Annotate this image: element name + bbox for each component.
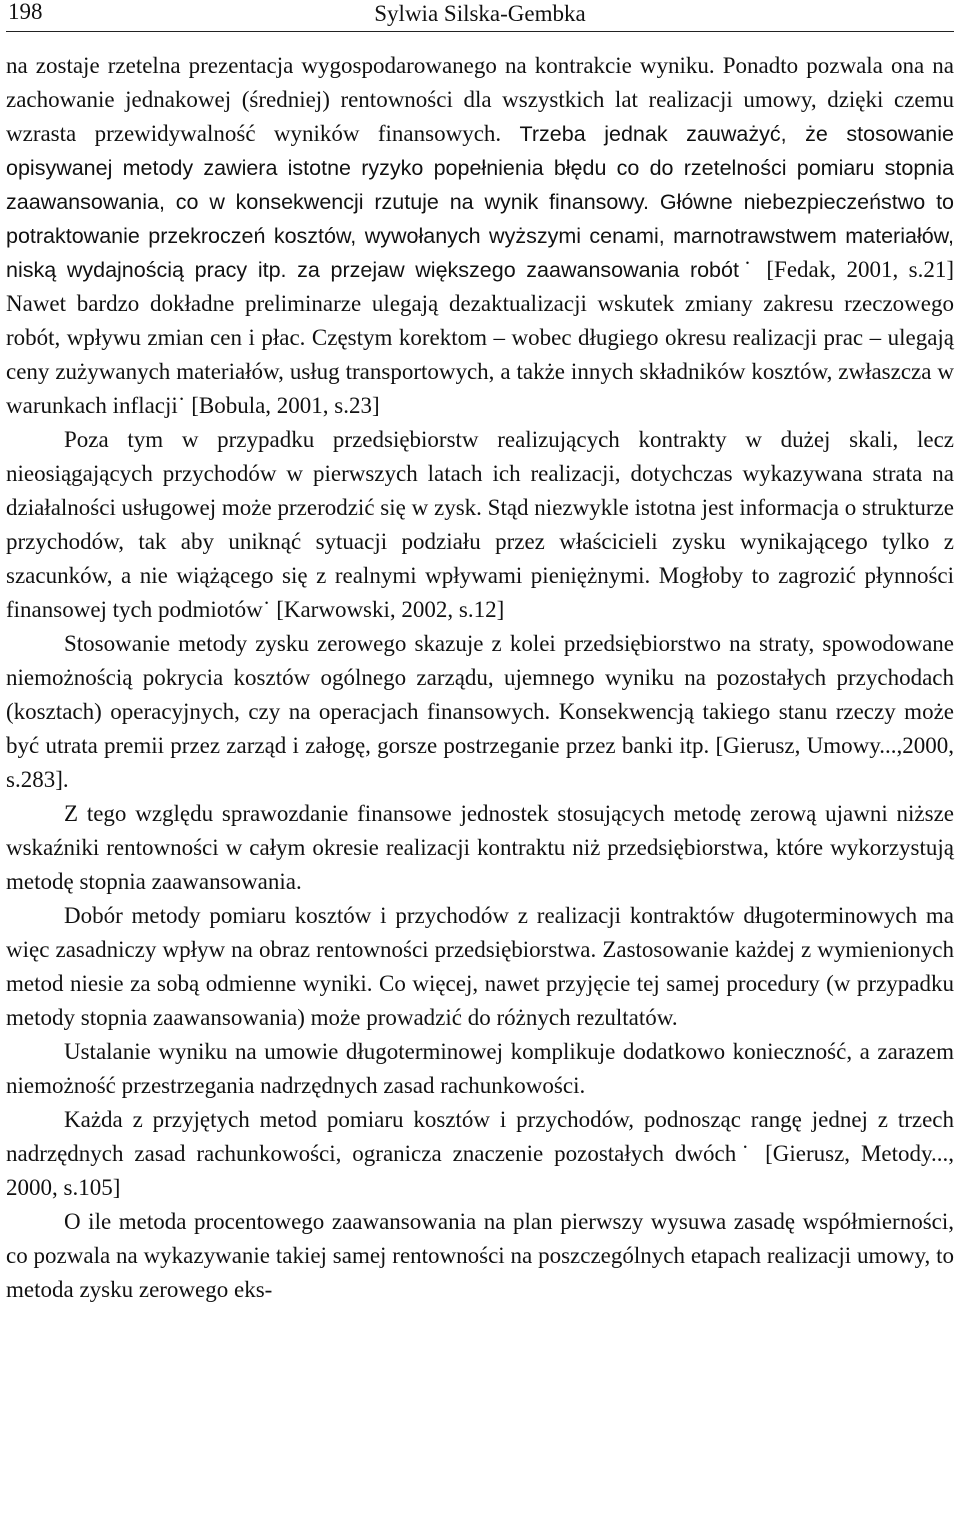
page-number: 198 [8,0,43,24]
text-run: Z tego względu sprawozdanie finansowe jednostek stosujących metodę zerową ujawni niższe wskaźniki rentowności w całym okresie realizacji kontraktu niż przedsiębiorstwa, które wykorzystują metodę stopnia zaawansowania. [6,801,954,894]
text-run: O ile metoda procentowego zaawansowania na plan pierwszy wysuwa zasadę współmierności, co pozwala na wykazywanie takiej samej rentowności na poszczególnych etapach realizacji umowy, to metoda zysku zerowego eks- [6,1209,954,1302]
text-run: Każda z przyjętych metod pomiaru kosztów i przychodów, podnosząc rangę jednej z trzech nadrzędnych zasad rachunkowości, ogranicza znaczenie pozostałych dwóch˙ [Gierusz, Metody..., 2000, s.105] [6,1107,954,1200]
text-run: na zostaje rzetelna prezentacja wygospodarowanego na kontrakcie wyniku. Ponadto pozwala ona na zachowanie jednakowej (średniej) rentowności dla wszystkich lat realizacji umowy, dzięki czemu wzrasta przewidywalność wyników finansowych. [6,53,954,146]
text-run: Poza tym w przypadku przedsiębiorstw realizujących kontrakty w dużej skali, lecz nieosiągających przychodów w pierwszych latach ich realizacji, dotychczas wykazywana strata na działalności usługowej może przerodzić się w zysk. Stąd niezwykle istotna jest informacja o strukturze przychodów, tak aby uniknąć sytuacji podziału przez właścicieli zysku wynikającego tylko z szacunków, a nie wiążącego się z realnymi wpływami pieniężnymi. Mogłoby to zagrozić płynności finansowej tych podmiotów˙ [Karwowski, 2002, s.12] [6,427,954,622]
paragraph [6,1103,954,1205]
text-run: Dobór metody pomiaru kosztów i przychodów z realizacji kontraktów długoterminowych ma więc zasadniczy wpływ na obraz rentowności przedsiębiorstwa. Zastosowanie każdej z wymienionych metod niesie za sobą odmienne wyniki. Co więcej, nawet przyjęcie tej samej procedury (w przypadku metody stopnia zaawansowania) może prowadzić do różnych rezultatów. [6,903,954,1030]
text-run: Ustalanie wyniku na umowie długoterminowej komplikuje dodatkowo konieczność, a zarazem niemożność przestrzegania nadrzędnych zasad rachunkowości. [6,1039,954,1098]
page-header [6,0,954,32]
text-run: ˙ [Fedak, 2001, s.21] Nawet bardzo dokładne preliminarze ulegają dezaktualizacji wskutek zmiany zakresu rzeczowego robót, wpływu zmian cen i płac. Częstym korektom – wobec długiego okresu realizacji prac – ulegają ceny zużywanych materiałów, usług transportowych, a także innych składników kosztów, zwłaszcza w warunkach inflacji˙ [Bobula, 2001, s.23] [6,257,954,418]
paragraph [6,627,954,797]
running-title: Sylwia Silska-Gembka [374,1,586,26]
paragraph [6,49,954,423]
paragraph [6,1205,954,1307]
text-run: Stosowanie metody zysku zerowego skazuje z kolei przedsiębiorstwo na straty, spowodowane niemożnością pokrycia kosztów ogólnego zarządu, ujemnego wyniku na pozostałych przychodach (kosztach) operacyjnych, czy na operacjach finansowych. Konsekwencją takiego stanu rzeczy może być utrata premii przez zarząd i załogę, gorsze postrzeganie przez banki itp. [Gierusz, Umowy...,2000, s.283]. [6,631,954,792]
paragraph [6,1035,954,1103]
paragraph [6,423,954,627]
paragraph [6,797,954,899]
text-run: Trzeba jednak zauważyć, że stosowanie opisywanej metody zawiera istotne ryzyko popełnienia błędu co do rzetelności pomiaru stopnia zaawansowania, co w konsekwencji rzutuje na wynik finansowy. Główne niebezpieczeństwo to potraktowanie przekroczeń kosztów, wywołanych wyższymi cenami, marnotrawstwem materiałów, niską wydajnością pracy itp. za przejaw większego zaawansowania robót [6,122,954,282]
body-text [6,49,954,1307]
paragraph [6,899,954,1035]
